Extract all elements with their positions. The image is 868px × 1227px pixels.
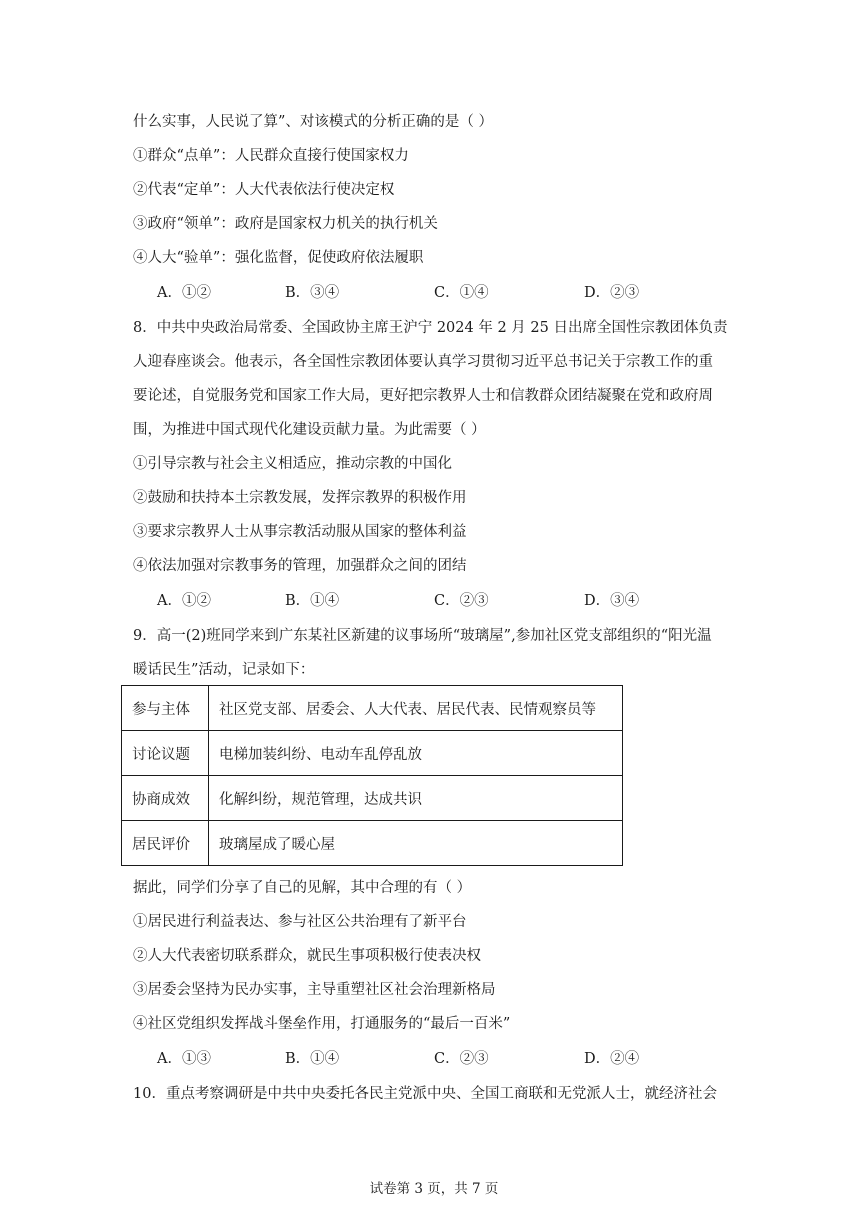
q9-item-3: ③居委会坚持为民办实事，主导重塑社区社会治理新格局 xyxy=(133,982,496,998)
table-value-cell: 社区党支部、居委会、人大代表、居民代表、民情观察员等 xyxy=(209,686,623,731)
q9-option-b[interactable]: B．①④ xyxy=(285,1051,340,1067)
table-key-cell: 讨论议题 xyxy=(122,731,209,776)
table-row xyxy=(122,821,623,866)
q7-option-d[interactable]: D．②③ xyxy=(584,285,640,301)
q9-options xyxy=(157,1049,677,1069)
q7-stem-tail: 什么实事，人民说了算”、对该模式的分析正确的是（ ） xyxy=(133,114,494,130)
q9-record-table xyxy=(121,685,623,866)
q9-item-4: ④社区党组织发挥战斗堡垒作用，打通服务的“最后一百米” xyxy=(133,1016,511,1032)
q8-option-b[interactable]: B．①④ xyxy=(285,593,340,609)
table-value-cell: 电梯加装纠纷、电动车乱停乱放 xyxy=(209,731,623,776)
table-row xyxy=(122,686,623,731)
q8-item-4: ④依法加强对宗教事务的管理，加强群众之间的团结 xyxy=(133,558,467,574)
q9-after-table: 据此，同学们分享了自己的见解，其中合理的有（ ） xyxy=(133,880,472,896)
q7-option-b[interactable]: B．③④ xyxy=(285,285,340,301)
q10-stem-line-1: 10．重点考察调研是中共中央委托各民主党派中央、全国工商联和无党派人士，就经济社会 xyxy=(133,1086,717,1102)
q9-stem-line-1: 9．高一(2)班同学来到广东某社区新建的议事场所“玻璃屋”,参加社区党支部组织的“阳光温 xyxy=(133,628,712,644)
q8-stem-line-2: 人迎春座谈会。他表示，各全国性宗教团体要认真学习贯彻习近平总书记关于宗教工作的重 xyxy=(133,354,713,370)
q9-item-2: ②人大代表密切联系群众，就民生事项积极行使表决权 xyxy=(133,948,481,964)
q8-option-a[interactable]: A．①② xyxy=(157,593,211,609)
q8-stem-line-3: 要论述，自觉服务党和国家工作大局，更好把宗教界人士和信教群众团结凝聚在党和政府周 xyxy=(133,388,713,404)
q9-option-d[interactable]: D．②④ xyxy=(584,1051,640,1067)
q9-option-a[interactable]: A．①③ xyxy=(157,1051,211,1067)
q8-item-2: ②鼓励和扶持本土宗教发展，发挥宗教界的积极作用 xyxy=(133,490,467,506)
q8-option-c[interactable]: C．②③ xyxy=(434,593,489,609)
q8-stem-line-4: 围，为推进中国式现代化建设贡献力量。为此需要（ ） xyxy=(133,422,486,438)
table-key-cell: 参与主体 xyxy=(122,686,209,731)
q7-option-c[interactable]: C．①④ xyxy=(434,285,489,301)
q7-item-1: ①群众“点单”：人民群众直接行使国家权力 xyxy=(133,148,409,164)
q8-item-1: ①引导宗教与社会主义相适应，推动宗教的中国化 xyxy=(133,456,452,472)
q7-item-2: ②代表“定单”：人大代表依法行使决定权 xyxy=(133,182,395,198)
table-key-cell: 居民评价 xyxy=(122,821,209,866)
q8-stem-line-1: 8．中共中央政治局常委、全国政协主席王沪宁 2024 年 2 月 25 日出席全国性宗教团体负责 xyxy=(133,320,728,336)
q7-option-a[interactable]: A．①② xyxy=(157,285,211,301)
q9-stem-line-2: 暖话民生”活动，记录如下： xyxy=(133,662,315,678)
q9-option-c[interactable]: C．②③ xyxy=(434,1051,489,1067)
q7-item-3: ③政府“领单”：政府是国家权力机关的执行机关 xyxy=(133,216,438,232)
page-footer: 试卷第 3 页，共 7 页 xyxy=(369,1181,499,1197)
table-value-cell: 玻璃屋成了暖心屋 xyxy=(209,821,623,866)
q8-options xyxy=(157,591,677,611)
table-value-cell: 化解纠纷，规范管理，达成共识 xyxy=(209,776,623,821)
q7-item-4: ④人大“验单”：强化监督，促使政府依法履职 xyxy=(133,250,424,266)
q8-option-d[interactable]: D．③④ xyxy=(584,593,640,609)
table-row xyxy=(122,776,623,821)
q8-item-3: ③要求宗教界人士从事宗教活动服从国家的整体利益 xyxy=(133,524,467,540)
table-key-cell: 协商成效 xyxy=(122,776,209,821)
table-row xyxy=(122,731,623,776)
q9-item-1: ①居民进行利益表达、参与社区公共治理有了新平台 xyxy=(133,914,467,930)
q7-options xyxy=(157,283,677,303)
